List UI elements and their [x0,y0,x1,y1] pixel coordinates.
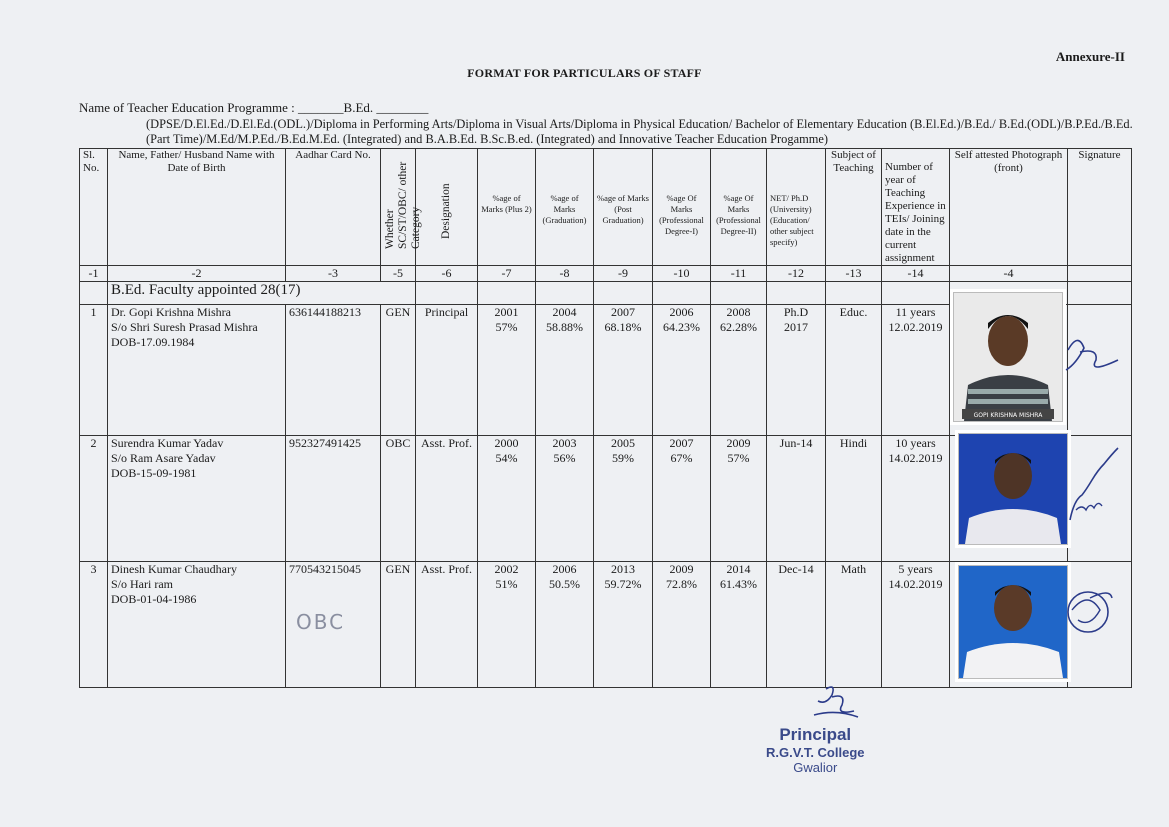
section-title: B.Ed. Faculty appointed 28(17) [108,282,416,305]
net-phd-cell: Jun-14 [767,436,826,562]
stamp-college: R.G.V.T. College [766,745,865,760]
person-photo-icon [954,293,1062,421]
person-photo-icon [959,434,1067,544]
professional-1-cell: 2009 72.8% [653,562,711,688]
designation-cell: Asst. Prof. [416,562,478,688]
net-phd-cell: Dec-14 [767,562,826,688]
colnum-cell: -13 [826,266,882,282]
plus2-cell: 2001 57% [478,305,536,436]
colnum-cell: -3 [286,266,381,282]
aadhar-cell: 952327491425 [286,436,381,562]
sl-cell: 1 [80,305,108,436]
column-number-row [80,266,1132,282]
header-plus2: %age of Marks (Plus 2) [478,149,536,266]
header-designation: Designation [416,149,478,266]
signature-mark-1 [1058,330,1128,380]
programme-description: (DPSE/D.El.Ed./D.El.Ed.(ODL.)/Diploma in Performing Arts/Diploma in Visual Arts/Diploma in Physical Education/ Bachelor of Elementary Education (B.El.Ed.)/B.Ed./ B.Ed.(ODL)/B.P.Ed./B.Ed. (Part Time)/M.Ed/M.P.Ed./B.Ed.M.Ed. (Integrated) and B.A.B.Ed. B.Sc.B.ed. (Integrated) and Innovative Teacher Education Progamme) [146,117,1133,146]
colnum-cell: -2 [108,266,286,282]
subject-cell: Educ. [826,305,882,436]
colnum-cell: -5 [381,266,416,282]
net-phd-cell: Ph.D 2017 [767,305,826,436]
professional-2-cell: 2014 61.43% [711,562,767,688]
name-cell: Surendra Kumar Yadav S/o Ram Asare Yadav DOB-15-09-1981 [108,436,286,562]
header-experience: Number of year of Teaching Experience in TEIs/ Joining date in the current assignment [882,149,950,266]
handwritten-note: OBC [296,610,346,634]
subject-cell: Hindi [826,436,882,562]
header-name: Name, Father/ Husband Name with Date of Birth [108,149,286,266]
professional-2-cell: 2008 62.28% [711,305,767,436]
post-graduation-cell: 2013 59.72% [594,562,653,688]
header-sl: Sl. No. [80,149,108,266]
colnum-cell: -11 [711,266,767,282]
svg-text:GOPI KRISHNA MISHRA: GOPI KRISHNA MISHRA [973,412,1043,419]
staff-photo [958,433,1068,545]
header-post-graduation: %age of Marks (Post Graduation) [594,149,653,266]
colnum-cell: -8 [536,266,594,282]
plus2-cell: 2002 51% [478,562,536,688]
name-cell: Dr. Gopi Krishna Mishra S/o Shri Suresh Prasad Mishra DOB-17.09.1984 [108,305,286,436]
header-category: Whether SC/ST/OBC/ other Category [381,149,416,266]
header-photo: Self attested Photograph (front) [950,149,1068,266]
subject-cell: Math [826,562,882,688]
header-aadhar: Aadhar Card No. [286,149,381,266]
signature-mark-3 [1060,580,1120,640]
colnum-cell [1068,266,1132,282]
header-professional-1: %age Of Marks (Professional Degree-I) [653,149,711,266]
graduation-cell: 2004 58.88% [536,305,594,436]
category-cell: GEN [381,562,416,688]
professional-2-cell: 2009 57% [711,436,767,562]
post-graduation-cell: 2005 59% [594,436,653,562]
header-subject: Subject of Teaching [826,149,882,266]
graduation-cell: 2006 50.5% [536,562,594,688]
person-photo-icon [959,566,1067,678]
colnum-cell: -12 [767,266,826,282]
experience-cell: 5 years 14.02.2019 [882,562,950,688]
post-graduation-cell: 2007 68.18% [594,305,653,436]
designation-cell: Asst. Prof. [416,436,478,562]
stamp-city: Gwalior [793,760,838,775]
header-net-phd: NET/ Ph.D (University) (Education/ other subject specify) [767,149,826,266]
experience-cell: 10 years 14.02.2019 [882,436,950,562]
header-signature: Signature [1068,149,1132,266]
professional-1-cell: 2006 64.23% [653,305,711,436]
sl-cell: 2 [80,436,108,562]
plus2-cell: 2000 54% [478,436,536,562]
graduation-cell: 2003 56% [536,436,594,562]
aadhar-cell: 770543215045 [286,562,381,688]
experience-cell: 11 years 12.02.2019 [882,305,950,436]
programme-name: Name of Teacher Education Programme : _______B.Ed. ________ [79,100,429,115]
staff-photo [958,565,1068,679]
designation-cell: Principal [416,305,478,436]
header-row [80,149,1132,266]
staff-photo [953,292,1063,422]
header-professional-2: %age Of Marks (Professional Degree-II) [711,149,767,266]
colnum-cell: -4 [950,266,1068,282]
stamp-title: Principal [779,725,852,744]
colnum-cell: -7 [478,266,536,282]
category-cell: GEN [381,305,416,436]
document-heading: FORMAT FOR PARTICULARS OF STAFF [467,66,702,80]
principal-stamp [766,725,865,775]
name-cell: Dinesh Kumar Chaudhary S/o Hari ram DOB-01-04-1986 [108,562,286,688]
aadhar-cell: 636144188213 [286,305,381,436]
colnum-cell: -6 [416,266,478,282]
professional-1-cell: 2007 67% [653,436,711,562]
colnum-cell: -10 [653,266,711,282]
colnum-cell: -14 [882,266,950,282]
colnum-cell: -9 [594,266,653,282]
colnum-cell: -1 [80,266,108,282]
signature-mark-2 [1062,440,1132,530]
category-cell: OBC [381,436,416,562]
sl-cell: 3 [80,562,108,688]
header-graduation: %age of Marks (Graduation) [536,149,594,266]
annexure-label: Annexure-II [1055,49,1125,64]
principal-signature [806,683,866,723]
